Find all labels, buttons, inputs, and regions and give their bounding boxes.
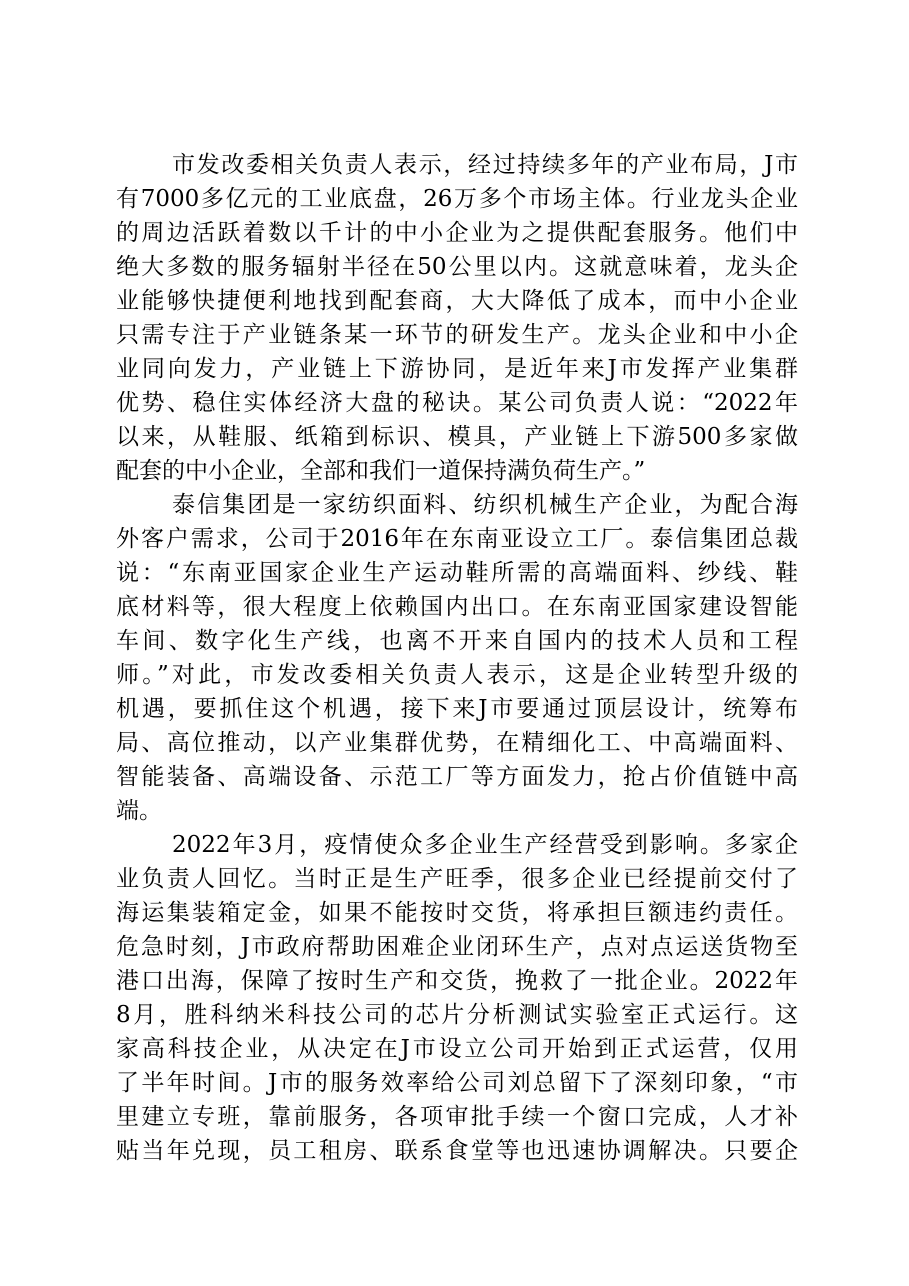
- text-line: 了半年时间。J市的服务效率给公司刘总留下了深刻印象，“市: [116, 1070, 798, 1096]
- text-line: 危急时刻，J市政府帮助困难企业闭环生产，点对点运送货物至: [116, 934, 798, 960]
- text-line: 业负责人回忆。当时正是生产旺季，很多企业已经提前交付了: [116, 866, 798, 892]
- text-line: 机遇，要抓住这个机遇，接下来J市要通过顶层设计，统筹布: [116, 696, 798, 722]
- text-line: 的周边活跃着数以千计的中小企业为之提供配套服务。他们中: [116, 220, 798, 246]
- paragraph-3: [116, 828, 798, 1168]
- text-line: 智能装备、高端设备、示范工厂等方面发力，抢占价值链中高: [116, 764, 798, 790]
- text-line: 里建立专班，靠前服务，各项审批手续一个窗口完成，人才补: [116, 1104, 798, 1130]
- text-line: 业能够快捷便利地找到配套商，大大降低了成本，而中小企业: [116, 288, 798, 314]
- text-line: 优势、稳住实体经济大盘的秘诀。某公司负责人说：“2022年: [116, 390, 798, 416]
- text-line: 家高科技企业，从决定在J市设立公司开始到正式运营，仅用: [116, 1036, 798, 1062]
- text-line: 配套的中小企业，全部和我们一道保持满负荷生产。”: [116, 458, 646, 484]
- text-line: 有7000多亿元的工业底盘，26万多个市场主体。行业龙头企业: [116, 186, 798, 212]
- paragraph-1: [116, 148, 798, 488]
- text-line: 只需专注于产业链条某一环节的研发生产。龙头企业和中小企: [116, 322, 798, 348]
- text-line: 港口出海，保障了按时生产和交货，挽救了一批企业。2022年: [116, 968, 798, 994]
- text-line: 泰信集团是一家纺织面料、纺织机械生产企业，为配合海: [172, 492, 798, 518]
- text-line: 师。”对此，市发改委相关负责人表示，这是企业转型升级的: [116, 662, 798, 688]
- text-line: 业同向发力，产业链上下游协同，是近年来J市发挥产业集群: [116, 356, 798, 382]
- document-body: [116, 148, 798, 1168]
- paragraph-2: [116, 488, 798, 828]
- text-line: 以来，从鞋服、纸箱到标识、模具，产业链上下游500多家做: [116, 424, 798, 450]
- text-line: 车间、数字化生产线，也离不开来自国内的技术人员和工程: [116, 628, 798, 654]
- text-line: 绝大多数的服务辐射半径在50公里以内。这就意味着，龙头企: [116, 254, 798, 280]
- text-line: 外客户需求，公司于2016年在东南亚设立工厂。泰信集团总裁: [116, 526, 798, 552]
- text-line: 底材料等，很大程度上依赖国内出口。在东南亚国家建设智能: [116, 594, 798, 620]
- text-line: 市发改委相关负责人表示，经过持续多年的产业布局，J市: [172, 152, 798, 178]
- text-line: 贴当年兑现，员工租房、联系食堂等也迅速协调解决。只要企: [116, 1138, 798, 1164]
- text-line: 2022年3月，疫情使众多企业生产经营受到影响。多家企: [172, 832, 798, 858]
- text-line: 说：“东南亚国家企业生产运动鞋所需的高端面料、纱线、鞋: [116, 560, 798, 586]
- text-line: 局、高位推动，以产业集群优势，在精细化工、中高端面料、: [116, 730, 798, 756]
- text-line: 端。: [116, 798, 162, 824]
- text-line: 海运集装箱定金，如果不能按时交货，将承担巨额违约责任。: [116, 900, 798, 926]
- text-line: 8月，胜科纳米科技公司的芯片分析测试实验室正式运行。这: [116, 1002, 798, 1028]
